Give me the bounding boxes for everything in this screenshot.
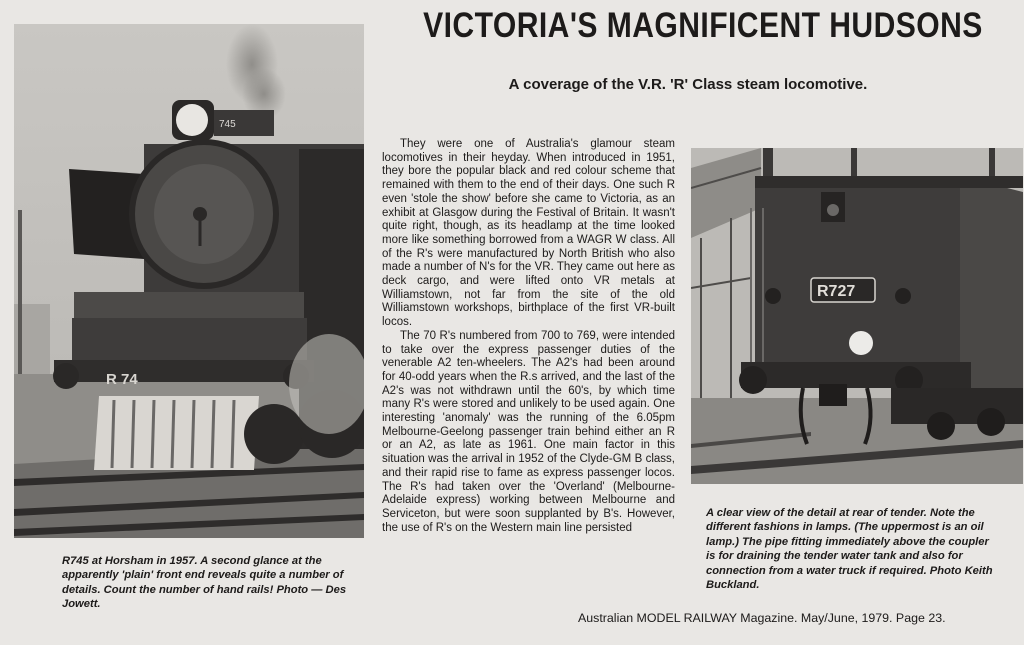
page-subtitle: A coverage of the V.R. 'R' Class steam locomotive. [508, 76, 868, 93]
tender-rear-photo [691, 148, 1023, 484]
headlamp-number-plate: 745 [219, 119, 236, 130]
locomotive-front-photo [14, 24, 364, 538]
article-paragraph: The 70 R's numbered from 700 to 769, were intended to take over the express passenger duties of the venerable A2 ten-wheelers. The A2's had been around for 40-odd years when the R.s arrived, and the last of the A2's was not withdrawn until the 60's, by which time many R's were stored and unlikely to be used again. One interesting 'anomaly' was the running of the 6.05pm Melbourne-Geelong passenger train behind either an R or an A2, as late as 1961. One main factor in this situation was the arrival in 1952 of the Clyde-GM B class, and their rapid rise to fame as express passenger locos. The R's had taken over the 'Overland' (Melbourne-Adelaide express) working between Melbourne and Serviceton, but were soon supplanted by B's. However, the use of R's on the Western main line persisted [382, 329, 675, 534]
page-title: VICTORIA'S MAGNIFICENT HUDSONS [423, 6, 983, 45]
tender-number-plate: R727 [817, 283, 856, 300]
front-number-plate: R 74 [106, 371, 138, 388]
left-photo-caption: R745 at Horsham in 1957. A second glance at the apparently 'plain' front end reveals quite a number of details. Count the number of hand rails! Photo — Des Jowett. [62, 555, 347, 611]
right-photo-caption: A clear view of the detail at rear of tender. Note the different fashions in lamps. (The uppermost is an oil lamp.) The pipe fitting immediately above the coupler is for draining the tender water tank and also for connection from a water truck if required. Photo Keith Buckland. [706, 507, 993, 592]
article-body [382, 138, 675, 608]
page-footer: Australian MODEL RAILWAY Magazine. May/June, 1979. Page 23. [578, 611, 946, 625]
article-paragraph: They were one of Australia's glamour steam locomotives in their heyday. When introduced in 1951, they bore the popular black and red colour scheme that remained with them to the end of their days. One such R even 'stole the show' before she came to Victoria, as an exhibit at Glasgow during the Festival of Britain. It wasn't quite right, though, as its headlamp at the time looked more like something borrowed from a WAGR W class. All of the R's were manufactured by North British who also made a number of N's for the VR. They came out here as deck cargo, and were lifted onto VR metals at Williamstown, not far from the site of the old Williamstown workshops, birthplace of the first VR-built locos. [382, 138, 675, 329]
